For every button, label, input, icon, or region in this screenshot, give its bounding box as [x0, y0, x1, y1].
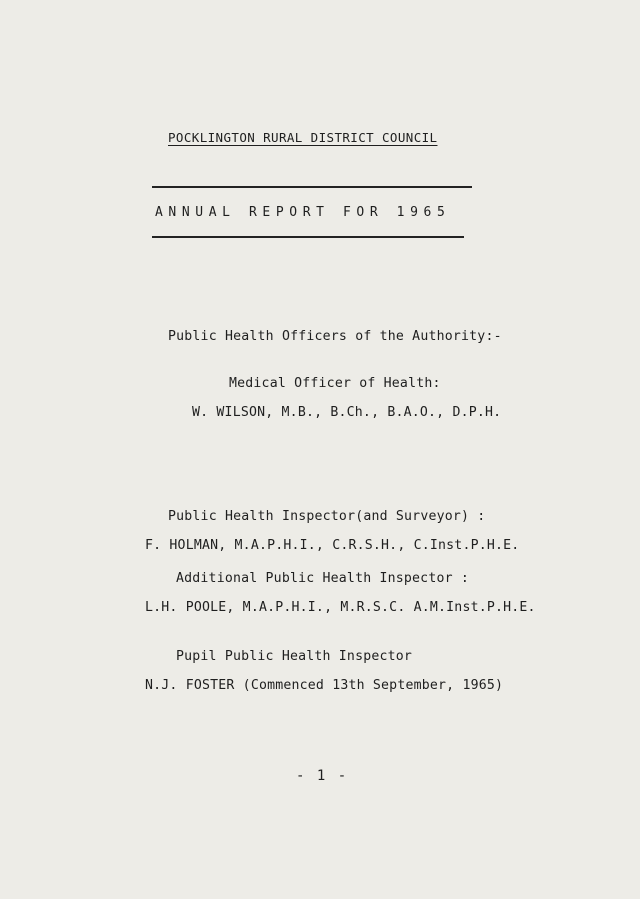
pupil-inspector-title: Pupil Public Health Inspector	[176, 649, 413, 664]
additional-inspector-title: Additional Public Health Inspector :	[176, 571, 470, 586]
medical-officer-title: Medical Officer of Health:	[229, 376, 441, 391]
additional-inspector-name: L.H. POOLE, M.A.P.H.I., M.R.S.C. A.M.Inst.P.H.E.	[145, 600, 536, 615]
title-top-rule	[152, 186, 472, 188]
title-bottom-rule	[152, 236, 464, 238]
inspector-name: F. HOLMAN, M.A.P.H.I., C.R.S.H., C.Inst.P.H.E.	[145, 538, 520, 553]
council-name: POCKLINGTON RURAL DISTRICT COUNCIL	[168, 130, 438, 145]
officers-intro: Public Health Officers of the Authority:-	[168, 329, 502, 344]
inspector-title: Public Health Inspector(and Surveyor) :	[168, 509, 486, 524]
report-title: ANNUAL REPORT FOR 1965	[155, 205, 451, 220]
pupil-inspector-name: N.J. FOSTER (Commenced 13th September, 1965)	[145, 678, 504, 693]
medical-officer-name: W. WILSON, M.B., B.Ch., B.A.O., D.P.H.	[192, 405, 502, 420]
page-number: - 1 -	[296, 768, 349, 784]
